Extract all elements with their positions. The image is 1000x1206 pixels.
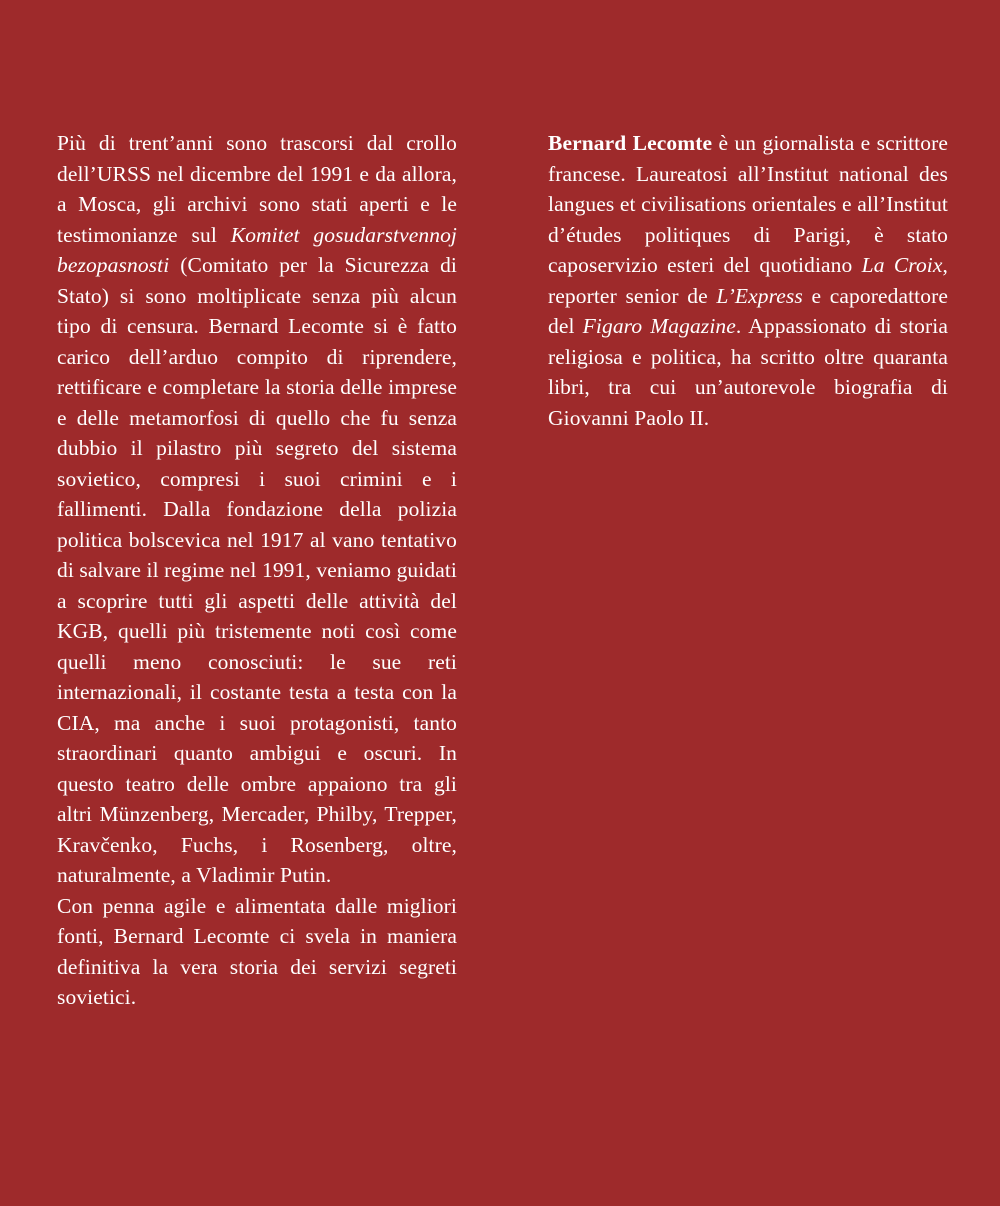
russian-title-italic: Komitet gosudarstvennoj bezopasnosti bbox=[57, 222, 458, 277]
description-text-segment: (Comitato per la Sicurezza di Stato) si sono moltiplicate senza più alcun tipo di censura. Bernard Lecomte si è fatto carico dell’arduo compito di riprendere, rettificare e completare la storia delle imprese e delle metamorfosi di quello che fu senza dubbio il pilastro più segreto del sistema sovietico, compresi i suoi crimini e i fallimenti. Dalla fondazione della polizia politica bolscevica nel 1917 al vano tentativo di salvare il regime nel 1991, veniamo guidati a scoprire tutti gli aspetti delle attività del KGB, quelli più tristemente noti così come quelli meno conosciuti: le sue reti internazionali, il costante testa a testa con la CIA, ma anche i suoi protagonisti, tanto straordinari quanto ambigui e oscuri. In questo teatro delle ombre appaiono tra gli altri Münzenberg, Mercader, Philby, Trepper, Kravčenko, Fuchs, i Rosenberg, oltre, naturalmente, a Vladimir Putin. bbox=[57, 253, 457, 887]
bio-text-segment: . Appassionato di storia religiosa e politica, ha scritto oltre quaranta libri, tra cui un’autorevole biografia di Giovanni Paolo II. bbox=[548, 314, 949, 430]
bio-text-segment: e caporedattore del bbox=[548, 283, 949, 338]
author-bio-paragraph bbox=[548, 128, 948, 433]
author-name-bold: Bernard Lecomte bbox=[548, 131, 713, 155]
newspaper-title-lexpress-italic: L’Express bbox=[716, 283, 803, 308]
book-description-paragraph-2: Con penna agile e alimentata dalle migliori fonti, Bernard Lecomte ci svela in maniera definitiva la vera storia dei servizi segreti sovietici. bbox=[57, 893, 457, 1009]
bio-text-segment: è un giornalista e scrittore francese. Laureatosi all’Institut national des langues et civilisations orientales e all’Institut d’études politiques di Parigi, è stato caposervizio esteri del quotidiano bbox=[548, 131, 948, 277]
book-description-paragraph-1 bbox=[57, 128, 457, 891]
description-text-segment: Più di trent’anni sono trascorsi dal crollo dell’URSS nel dicembre del 1991 e da allora, a Mosca, gli archivi sono stati aperti e le testimonianze sul bbox=[57, 131, 457, 247]
bio-text-segment: , reporter senior de bbox=[548, 253, 949, 308]
book-description-column bbox=[57, 128, 457, 1013]
newspaper-title-figaro-magazine-italic: Figaro Magazine bbox=[582, 314, 736, 338]
author-bio-column bbox=[548, 128, 948, 433]
newspaper-title-la-croix-italic: La Croix bbox=[861, 253, 943, 277]
